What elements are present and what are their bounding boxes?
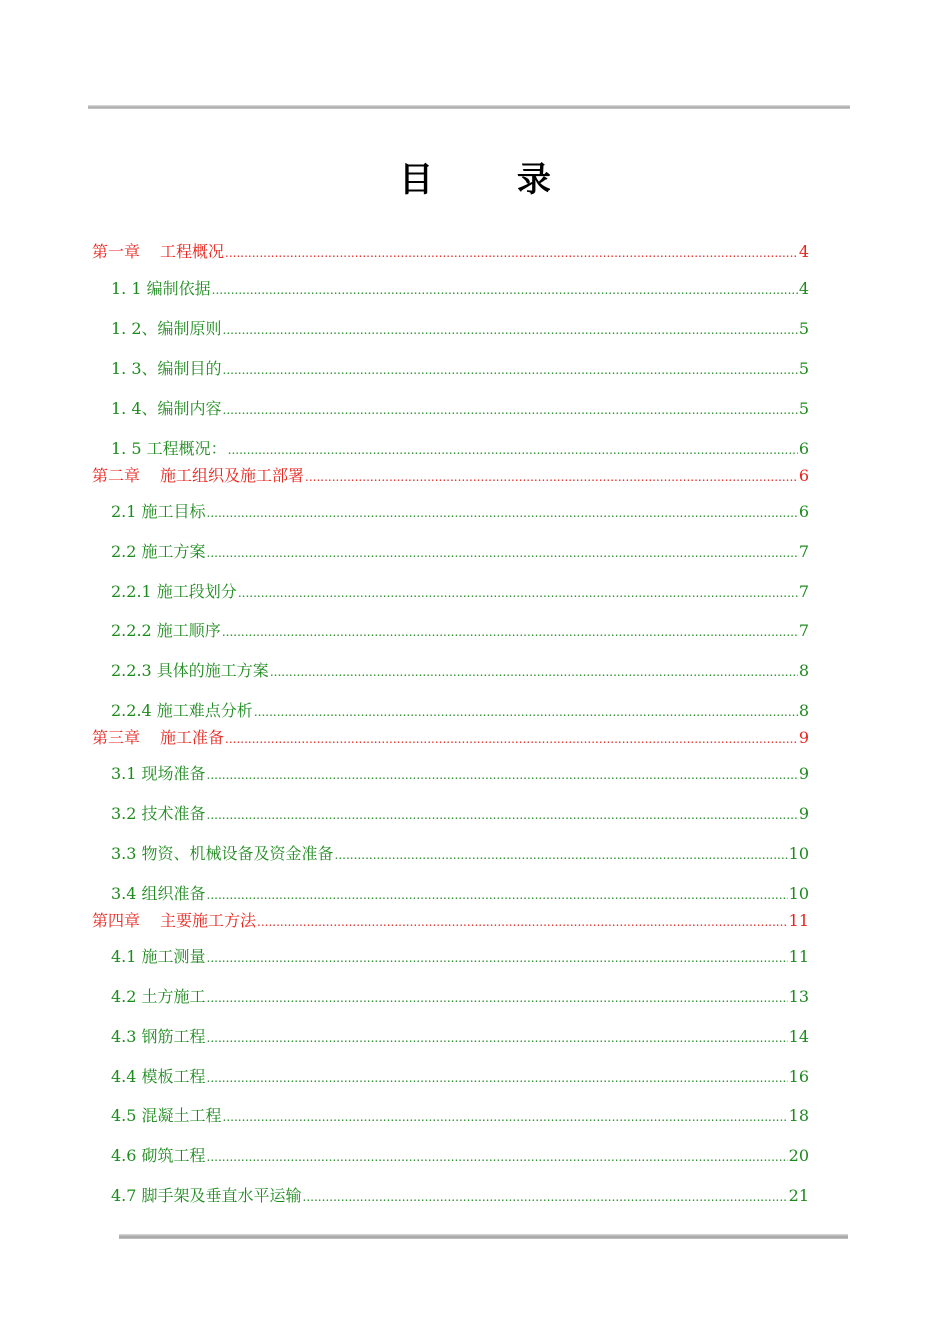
toc-chapter-link[interactable] xyxy=(92,465,809,487)
toc-section-link[interactable] xyxy=(111,398,809,420)
toc-section-link[interactable] xyxy=(111,620,809,642)
toc-page-number: 4 xyxy=(798,279,809,298)
toc-section-link[interactable] xyxy=(111,1105,809,1127)
toc-dot-leader xyxy=(207,804,798,826)
toc-page-number: 9 xyxy=(798,764,809,783)
toc-page-number: 10 xyxy=(788,844,809,863)
toc-page-number: 7 xyxy=(798,542,809,561)
toc-dot-leader xyxy=(238,582,798,604)
toc-chapter-link[interactable] xyxy=(92,727,809,749)
toc-section-link[interactable] xyxy=(111,843,809,865)
toc-page-number: 5 xyxy=(798,359,809,378)
toc-page-number: 11 xyxy=(788,947,809,966)
toc-entry-title: 3.4 组织准备 xyxy=(111,884,206,903)
toc-entry-title xyxy=(92,241,224,263)
toc-entry-title: 2.1 施工目标 xyxy=(111,502,206,521)
toc-entry-title: 4.4 模板工程 xyxy=(111,1067,206,1086)
toc-section-link[interactable] xyxy=(111,358,809,380)
toc-chapter-number: 第二章 xyxy=(92,466,141,485)
toc-page-number: 13 xyxy=(788,987,809,1006)
toc-entry-title: 2.2.1 施工段划分 xyxy=(111,582,237,601)
toc-entry-title: 2.2.2 施工顺序 xyxy=(111,621,221,640)
toc-chapter-title: 主要施工方法 xyxy=(160,911,257,930)
toc-section-link[interactable] xyxy=(111,700,809,722)
toc-chapter-link[interactable] xyxy=(92,241,809,263)
toc-entry-title: 4.2 土方施工 xyxy=(111,987,206,1006)
toc-chapter-title: 施工准备 xyxy=(160,728,225,747)
toc-chapter-number: 第四章 xyxy=(92,911,141,930)
toc-page-number: 6 xyxy=(798,439,809,458)
toc-dot-leader xyxy=(212,279,798,301)
toc-entry-title: 1. 5 工程概况： xyxy=(111,439,227,458)
toc-section-link[interactable] xyxy=(111,278,809,300)
toc-section-link[interactable] xyxy=(111,986,809,1008)
toc-section-link[interactable] xyxy=(111,1026,809,1048)
toc-chapter-number: 第三章 xyxy=(92,728,141,747)
toc-page-number: 5 xyxy=(798,399,809,418)
toc-section-link[interactable] xyxy=(111,946,809,968)
toc-section-link[interactable] xyxy=(111,501,809,523)
toc-page-number: 20 xyxy=(788,1146,809,1165)
toc-dot-leader xyxy=(207,884,788,906)
toc-entry-title xyxy=(92,465,304,487)
toc-entry-title: 2.2.3 具体的施工方案 xyxy=(111,661,269,680)
toc-dot-leader xyxy=(225,728,798,750)
toc-dot-leader xyxy=(254,701,798,723)
toc-dot-leader xyxy=(225,242,798,264)
toc-section-link[interactable] xyxy=(111,1145,809,1167)
toc-dot-leader xyxy=(257,911,788,933)
toc-section-link[interactable] xyxy=(111,541,809,563)
toc-page-number: 7 xyxy=(798,621,809,640)
toc-entry-title: 4.7 脚手架及垂直水平运输 xyxy=(111,1186,302,1205)
toc-page-number: 21 xyxy=(788,1186,809,1205)
toc-entry-title xyxy=(92,910,256,932)
toc-dot-leader xyxy=(223,319,798,341)
toc-chapter-link[interactable] xyxy=(92,910,809,932)
toc-dot-leader xyxy=(207,1027,788,1049)
toc-entry-title: 2.2 施工方案 xyxy=(111,542,206,561)
toc-section-link[interactable] xyxy=(111,318,809,340)
toc-page-number: 5 xyxy=(798,319,809,338)
toc-dot-leader xyxy=(207,764,798,786)
toc-dot-leader xyxy=(223,359,798,381)
toc-section-link[interactable] xyxy=(111,803,809,825)
footer-rule xyxy=(119,1234,848,1239)
toc-page-number: 18 xyxy=(788,1106,809,1125)
toc-entry-title: 3.3 物资、机械设备及资金准备 xyxy=(111,844,334,863)
toc-chapter-title: 施工组织及施工部署 xyxy=(160,466,305,485)
toc-entry-title: 2.2.4 施工难点分析 xyxy=(111,701,253,720)
toc-entry-title xyxy=(92,727,224,749)
toc-section-link[interactable] xyxy=(111,581,809,603)
toc-page-number: 9 xyxy=(798,728,809,747)
toc-dot-leader xyxy=(223,399,798,421)
toc-entry-title: 3.1 现场准备 xyxy=(111,764,206,783)
toc-dot-leader xyxy=(207,542,798,564)
toc-page-number: 6 xyxy=(798,466,809,485)
toc-dot-leader xyxy=(207,502,798,524)
toc-page-number: 8 xyxy=(798,701,809,720)
toc-chapter-title: 工程概况 xyxy=(160,242,225,261)
toc-entry-title: 4.1 施工测量 xyxy=(111,947,206,966)
toc-dot-leader xyxy=(207,987,788,1009)
toc-dot-leader xyxy=(303,1186,788,1208)
toc-entry-title: 1. 3、编制目的 xyxy=(111,359,222,378)
toc-entry-title: 4.3 钢筋工程 xyxy=(111,1027,206,1046)
toc-dot-leader xyxy=(228,439,798,461)
toc-section-link[interactable] xyxy=(111,1185,809,1207)
toc-section-link[interactable] xyxy=(111,660,809,682)
toc-chapter-number: 第一章 xyxy=(92,242,141,261)
toc-page-number: 7 xyxy=(798,582,809,601)
toc-page-number: 4 xyxy=(798,242,809,261)
toc-entry-title: 1. 2、编制原则 xyxy=(111,319,222,338)
toc-entry-title: 1. 4、编制内容 xyxy=(111,399,222,418)
toc-dot-leader xyxy=(335,844,788,866)
toc-entry-title: 4.5 混凝土工程 xyxy=(111,1106,222,1125)
toc-page-number: 10 xyxy=(788,884,809,903)
toc-page-number: 11 xyxy=(788,911,809,930)
toc-page-number: 8 xyxy=(798,661,809,680)
toc-dot-leader xyxy=(305,466,798,488)
toc-entry-title: 4.6 砌筑工程 xyxy=(111,1146,206,1165)
toc-dot-leader xyxy=(222,621,798,643)
toc-section-link[interactable] xyxy=(111,883,809,905)
toc-section-link[interactable] xyxy=(111,763,809,785)
toc-entry-title: 1. 1 编制依据 xyxy=(111,279,211,298)
toc-dot-leader xyxy=(207,1067,788,1089)
toc-section-link[interactable] xyxy=(111,1066,809,1088)
toc-page-number: 9 xyxy=(798,804,809,823)
toc-dot-leader xyxy=(270,661,798,683)
toc-dot-leader xyxy=(207,1146,788,1168)
toc-title: 目 录 xyxy=(399,160,587,200)
toc-section-link[interactable] xyxy=(111,438,809,460)
toc-dot-leader xyxy=(207,947,788,969)
toc-dot-leader xyxy=(223,1106,788,1128)
toc-page-number: 6 xyxy=(798,502,809,521)
toc-page-number: 16 xyxy=(788,1067,809,1086)
toc-entry-title: 3.2 技术准备 xyxy=(111,804,206,823)
toc-page-number: 14 xyxy=(788,1027,809,1046)
